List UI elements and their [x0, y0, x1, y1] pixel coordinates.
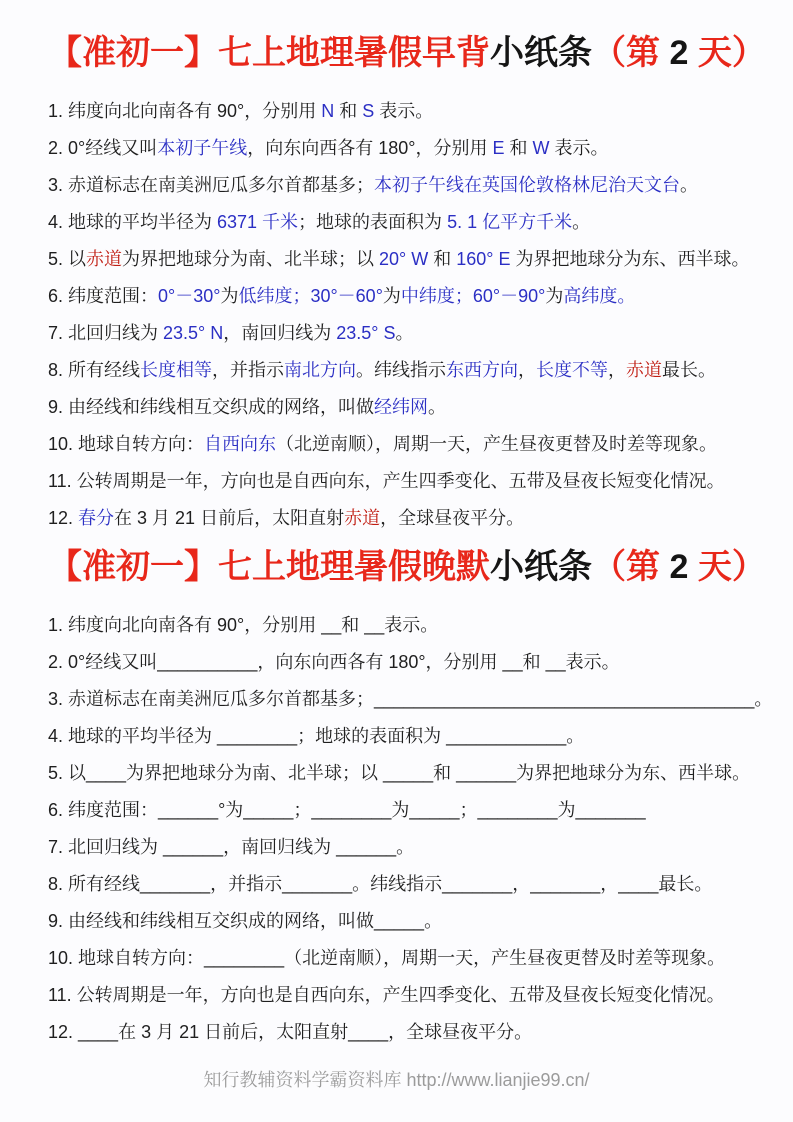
list-item [48, 873, 773, 895]
text-segment: ，并指示 [212, 360, 285, 380]
section-title-1 [48, 30, 766, 76]
list-item [48, 174, 773, 196]
section-items-1 [48, 100, 773, 529]
text-segment: 8. 所有经线_______，并指示_______。纬线指示_______，_______，____最长。 [48, 874, 713, 894]
text-segment: 20° W [379, 249, 429, 269]
text-segment: 为 [545, 286, 564, 306]
text-segment: 12. ____在 3 月 21 日前后，太阳直射____，全球昼夜平分。 [48, 1022, 533, 1042]
text-segment: 长度不等 [536, 360, 609, 380]
title-part: 天） [688, 34, 766, 72]
text-segment: 南北方向 [284, 360, 357, 380]
title-part: （第 [592, 548, 670, 586]
text-segment: 。纬线指示 [356, 360, 447, 380]
text-segment: 0°－30° [158, 286, 221, 306]
list-item [48, 248, 773, 270]
text-segment: 11. 公转周期是一年，方向也是自西向东，产生四季变化、五带及昼夜长短变化情况。 [48, 985, 725, 1005]
text-segment: 5. 以 [48, 249, 87, 269]
text-segment: 赤道 [86, 249, 123, 269]
text-segment: 自西向东 [204, 434, 277, 454]
text-segment: 6371 千米 [217, 212, 299, 232]
text-segment: ；地球的表面积为 [298, 212, 448, 232]
list-item [48, 137, 773, 159]
list-item [48, 100, 773, 122]
text-segment: 2. 0°经线又叫__________，向东向西各有 180°，分别用 __和 __表示。 [48, 652, 620, 672]
text-segment: 4. 地球的平均半径为 [48, 212, 218, 232]
text-segment: 23.5° S [336, 323, 396, 343]
text-segment: 10. 地球自转方向：________（北逆南顺），周期一天，产生昼夜更替及时差等现象。 [48, 948, 726, 968]
text-segment: 和 [428, 249, 457, 269]
text-segment: 为 [220, 286, 239, 306]
list-item [48, 396, 773, 418]
text-segment: 4. 地球的平均半径为 ________；地球的表面积为 ____________。 [48, 726, 585, 746]
list-item [48, 433, 773, 455]
text-segment: 高纬度。 [563, 286, 636, 306]
title-part: 小纸条 [490, 34, 592, 72]
section-morning-recite [48, 30, 773, 529]
text-segment: 本初子午线 [157, 138, 248, 158]
list-item [48, 984, 773, 1006]
title-part: 2 [669, 34, 689, 72]
text-segment: 9. 由经线和纬线相互交织成的网络，叫做_____。 [48, 911, 443, 931]
title-part: 天） [688, 548, 766, 586]
text-segment: ，南回归线为 [223, 323, 337, 343]
text-segment: 表示。 [374, 101, 434, 121]
text-segment: 本初子午线在英国伦敦格林尼治天文台 [374, 175, 681, 195]
title-part: （第 [592, 34, 670, 72]
title-part: 小纸条 [490, 548, 592, 586]
text-segment: 11. 公转周期是一年，方向也是自西向东，产生四季变化、五带及昼夜长短变化情况。 [48, 471, 725, 491]
text-segment: ， [518, 360, 537, 380]
text-segment: 9. 由经线和纬线相互交织成的网络，叫做 [48, 397, 375, 417]
text-segment: ，全球昼夜平分。 [380, 508, 525, 528]
list-item [48, 211, 773, 233]
text-segment: 。 [680, 175, 699, 195]
list-item [48, 688, 773, 710]
list-item [48, 285, 773, 307]
text-segment: 为界把地球分为东、西半球。 [510, 249, 750, 269]
text-segment: 为界把地球分为南、北半球；以 [122, 249, 380, 269]
list-item [48, 725, 773, 747]
list-item [48, 910, 773, 932]
section-items-2 [48, 614, 773, 1043]
section-evening-dictation [48, 544, 773, 1043]
text-segment: 6. 纬度范围： [48, 286, 159, 306]
text-segment: 在 3 月 21 日前后，太阳直射 [114, 508, 345, 528]
text-segment: 赤道 [344, 508, 381, 528]
text-segment: E [492, 138, 505, 158]
text-segment: 。 [428, 397, 447, 417]
list-item [48, 762, 773, 784]
list-item [48, 359, 773, 381]
list-item [48, 947, 773, 969]
text-segment: 5. 1 亿平方千米 [447, 212, 573, 232]
text-segment: 东西方向 [446, 360, 519, 380]
text-segment: 1. 纬度向北向南各有 90°，分别用 [48, 101, 322, 121]
footer-text: 知行教辅资料学霸资料库 http://www.lianjie99.cn/ [203, 1070, 590, 1090]
text-segment: 。 [572, 212, 591, 232]
text-segment: W [532, 138, 550, 158]
text-segment: 12. [48, 508, 79, 528]
title-part: 【准初一】七上地理暑假早背 [48, 34, 490, 72]
text-segment: 。 [395, 323, 414, 343]
text-segment: 春分 [78, 508, 115, 528]
section-title-2 [48, 544, 766, 590]
text-segment: （北逆南顺），周期一天，产生昼夜更替及时差等现象。 [276, 434, 718, 454]
text-segment: 160° E [456, 249, 511, 269]
text-segment: 6. 纬度范围：______°为_____；________为_____；________为_______ [48, 800, 646, 820]
text-segment: 3. 赤道标志在南美洲厄瓜多尔首都基多； [48, 175, 375, 195]
text-segment: 10. 地球自转方向： [48, 434, 205, 454]
text-segment: 5. 以____为界把地球分为南、北半球；以 _____和 ______为界把地球分为东、西半球。 [48, 763, 751, 783]
text-segment: ，向东向西各有 180°，分别用 [247, 138, 493, 158]
text-segment: 23.5° N [163, 323, 224, 343]
text-segment: N [321, 101, 335, 121]
text-segment: 为 [382, 286, 401, 306]
text-segment: 8. 所有经线 [48, 360, 141, 380]
list-item [48, 1021, 773, 1043]
text-segment: 7. 北回归线为 [48, 323, 164, 343]
list-item [48, 507, 773, 529]
text-segment: ， [608, 360, 627, 380]
list-item [48, 614, 773, 636]
text-segment: S [362, 101, 375, 121]
list-item [48, 322, 773, 344]
text-segment: 和 [334, 101, 363, 121]
text-segment: 最长。 [662, 360, 717, 380]
text-segment: 2. 0°经线又叫 [48, 138, 158, 158]
text-segment: 长度相等 [140, 360, 213, 380]
list-item [48, 651, 773, 673]
list-item [48, 836, 773, 858]
text-segment: 经纬网 [374, 397, 429, 417]
text-segment: 低纬度；30°－60° [238, 286, 383, 306]
text-segment: 和 [504, 138, 533, 158]
footer [0, 1066, 793, 1092]
text-segment: 7. 北回归线为 ______，南回归线为 ______。 [48, 837, 415, 857]
text-segment: 中纬度；60°－90° [400, 286, 546, 306]
list-item [48, 470, 773, 492]
text-segment: 赤道 [626, 360, 663, 380]
text-segment: 表示。 [549, 138, 609, 158]
list-item [48, 799, 773, 821]
text-segment: 1. 纬度向北向南各有 90°，分别用 __和 __表示。 [48, 615, 439, 635]
text-segment: 3. 赤道标志在南美洲厄瓜多尔首都基多；______________________________________。 [48, 689, 773, 709]
title-part: 【准初一】七上地理暑假晚默 [48, 548, 490, 586]
title-part: 2 [669, 548, 689, 586]
